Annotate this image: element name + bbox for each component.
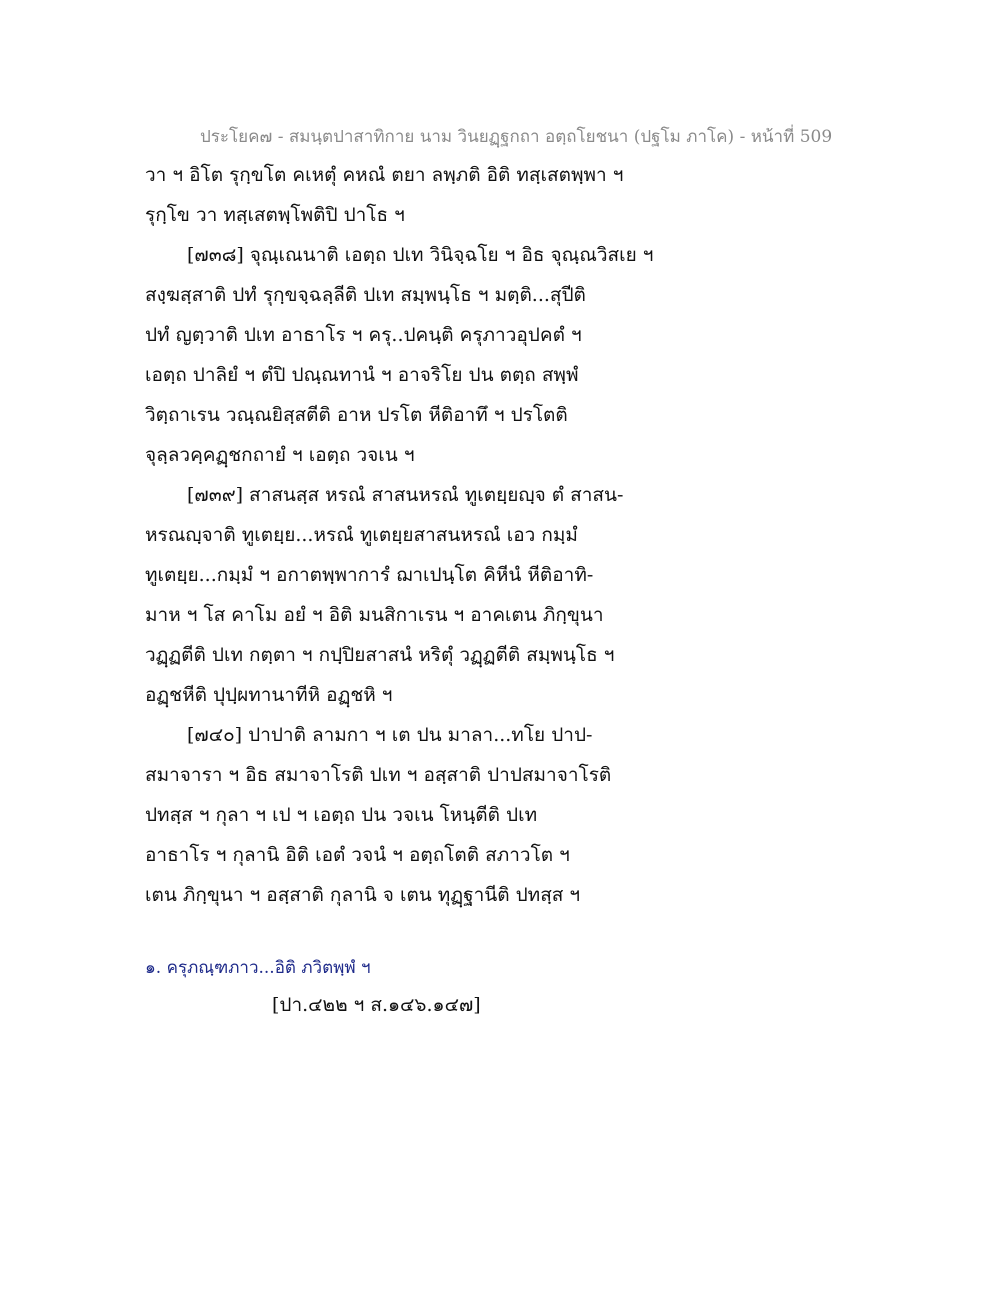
text-line: สมาจารา ฯ อิธ สมาจาโรติ ปเท ฯ อสฺสาติ ปาปสมาจาโรติ <box>145 764 612 786</box>
text-line: หรณญฺจาติ ทูเตยฺย...หรณํ ทูเตยฺยสาสนหรณํ เอว กมฺมํ <box>145 524 578 546</box>
text-line: สงฺฆสฺสาติ ปทํ รุกฺขจฺฉลฺลีติ ปเท สมฺพนฺโธ ฯ มตฺติ...สุปีติ <box>145 284 586 306</box>
text-line: วิตฺถาเรน วณฺณยิสฺสตีติ อาห ปรโต หีติอาทึ ฯ ปรโตติ <box>145 404 568 426</box>
text-line: ปทํ ญตฺวาติ ปเท อาธาโร ฯ ครุ..ปคนฺติ ครุภาวอุปคตํ ฯ <box>145 324 582 346</box>
body-text <box>145 160 845 920</box>
paragraph-740-start: [๗๔๐] ปาปาติ ลามกา ฯ เต ปน มาลา...ทโย ปาป- <box>187 724 593 746</box>
text-line: ทูเตยฺย...กมฺมํ ฯ อกาตพฺพาการํ ฌาเปนฺโต คิหีนํ หีติอาทิ- <box>145 564 594 586</box>
page-header: ประโยค๗ - สมนฺตปาสาทิกาย นาม วินยฏฺฐกถา อตฺถโยชนา (ปฐโม ภาโค) - หน้าที่ 509 <box>200 127 833 147</box>
text-line: จุลฺลวคฺคฏฺชกถายํ ฯ เอตฺถ วจเน ฯ <box>145 444 415 466</box>
text-line: มาห ฯ โส คาโม อยํ ฯ อิติ มนสิกาเรน ฯ อาคเตน ภิกฺขุนา <box>145 604 604 626</box>
text-line: รุกฺโข วา ทสฺเสตพฺโพติปิ ปาโธ ฯ <box>145 204 405 226</box>
paragraph-739-start: [๗๓๙] สาสนสฺส หรณํ สาสนหรณํ ทูเตยฺยญฺจ ตํ สาสน- <box>187 484 624 506</box>
text-line: เตน ภิกฺขุนา ฯ อสฺสาติ กุลานิ จ เตน ทุฏฺฐานีติ ปทสฺส ฯ <box>145 884 581 906</box>
text-line: วฏฺฏตีติ ปเท กตฺตา ฯ กปฺปิยสาสนํ หริตุํ วฏฺฏตีติ สมฺพนฺโธ ฯ <box>145 644 615 666</box>
text-line: อฏฺชหีติ ปุปฺผทานาทีหิ อฏฺชหิ ฯ <box>145 684 393 706</box>
text-line: ปทสฺส ฯ กุลา ฯ เป ฯ เอตฺถ ปน วจเน โหนฺตีติ ปเท <box>145 804 538 826</box>
text-line: วา ฯ อิโต รุกฺขโต คเหตุํ คหณํ ตยา ลพฺภติ อิติ ทสฺเสตพฺพา ฯ <box>145 164 624 186</box>
page-reference: [ปา.๔๒๒ ฯ ส.๑๔๖.๑๔๗] <box>272 994 481 1016</box>
footnote: ๑. ครุภณฺฑภาว...อิติ ภวิตพฺพํ ฯ <box>145 958 371 978</box>
paragraph-738-start: [๗๓๘] จุณฺเณนาติ เอตฺถ ปเท วินิจฺฉโย ฯ อิธ จุณฺณวิสเย ฯ <box>187 244 654 266</box>
text-line: เอตฺถ ปาลิยํ ฯ ตํปิ ปณฺณทานํ ฯ อาจริโย ปน ตตฺถ สพฺพํ <box>145 364 579 386</box>
text-line: อาธาโร ฯ กุลานิ อิติ เอตํ วจนํ ฯ อตฺถโตติ สภาวโต ฯ <box>145 844 570 866</box>
